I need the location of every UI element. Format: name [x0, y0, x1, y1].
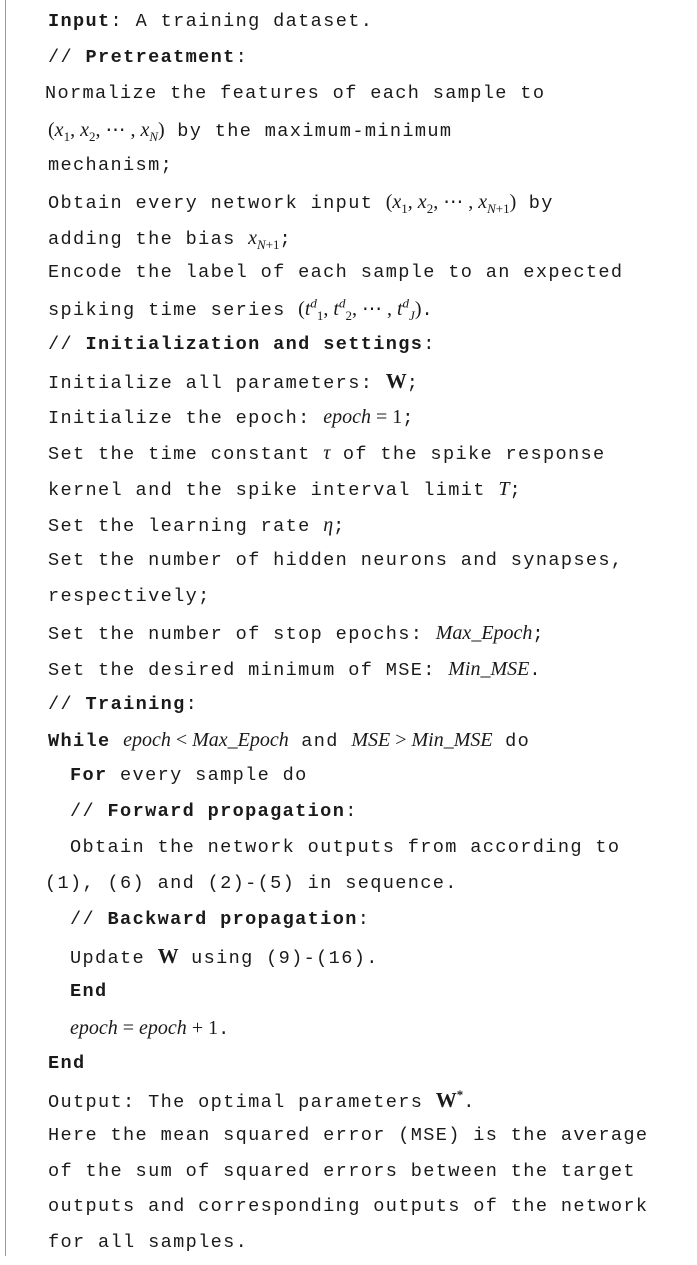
- respectively-line: [0, 579, 697, 615]
- comment-marker: //: [70, 801, 96, 823]
- end-outer-line: [0, 1046, 697, 1082]
- forward-text-2: (1), (6) and (2)-(5) in sequence.: [45, 873, 458, 895]
- spiking-line: spiking time series ($t^d_1$, $t^d_2$, ⋯ , $t^d_J$).: [48, 295, 434, 324]
- end-keyword: End: [70, 980, 108, 1002]
- backward-heading: // Backward propagation:: [70, 909, 371, 931]
- note-line: [0, 1189, 697, 1225]
- forward-heading: // Forward propagation:: [70, 801, 358, 823]
- adding-text: adding the bias: [48, 228, 236, 250]
- update-text: Update: [70, 947, 146, 969]
- normalize-text: Normalize the features of each sample to: [45, 82, 546, 104]
- output-line: Output: The optimal parameters W*.: [48, 1086, 476, 1113]
- do-keyword: do: [505, 731, 531, 753]
- kernel-text: kernel and the spike interval limit: [48, 479, 486, 501]
- set-min-text: Set the desired minimum of MSE:: [48, 659, 436, 681]
- spiking-text: spiking time series: [48, 300, 286, 322]
- heading-text: Backward propagation: [107, 909, 358, 931]
- comment-marker: //: [48, 693, 74, 715]
- comment-marker: //: [70, 909, 96, 931]
- while-line: While epoch < Max_Epoch and MSE > Min_MSE do: [48, 729, 531, 753]
- set-time-text-2: of the spike response: [342, 444, 606, 466]
- algorithm-body: [0, 4, 697, 1261]
- end-keyword: End: [48, 1052, 86, 1074]
- note-line: [0, 1118, 697, 1154]
- update-line: Update W using (9)-(16).: [70, 943, 379, 969]
- set-lr-text: Set the learning rate: [48, 515, 311, 537]
- encode-text: Encode the label of each sample to an expected: [48, 262, 624, 284]
- note-line: [0, 1225, 697, 1261]
- initialization-heading: // Initialization and settings:: [48, 334, 436, 356]
- note-text: for all samples.: [48, 1232, 249, 1254]
- init-epoch-line: Initialize the epoch: epoch = 1;: [48, 406, 415, 430]
- comment-marker: //: [48, 334, 74, 356]
- pretreatment-heading: // Pretreatment:: [48, 46, 249, 68]
- update-text-2: using (9)-(16).: [191, 947, 379, 969]
- kernel-line: kernel and the spike interval limit T;: [48, 477, 522, 501]
- for-text: every sample do: [120, 765, 308, 787]
- forward-line: [0, 830, 697, 866]
- init-epoch-text: Initialize the epoch:: [48, 408, 311, 430]
- heading-text: Training: [85, 693, 186, 715]
- normalize-line-2: ($x_1$, $x_2$, ⋯ , $x_N$) by the maximum-minimum: [48, 118, 453, 144]
- note-line: [0, 1154, 697, 1190]
- epoch-increment-line: epoch = epoch + 1.: [70, 1016, 231, 1040]
- init-params-text: Initialize all parameters:: [48, 373, 374, 395]
- normalize-text-2: by the maximum-minimum: [177, 120, 453, 142]
- heading-text: Forward propagation: [107, 801, 346, 823]
- set-hidden-text: Set the number of hidden neurons and synapses,: [48, 549, 624, 571]
- respectively-text: respectively;: [48, 585, 211, 607]
- heading-text: Initialization and settings: [85, 334, 424, 356]
- comment-marker: //: [48, 46, 74, 68]
- mechanism-line: [0, 148, 697, 184]
- set-stop-line: Set the number of stop epochs: Max_Epoch;: [48, 621, 545, 645]
- heading-text: Pretreatment: [85, 46, 236, 68]
- while-keyword: While: [48, 731, 111, 753]
- obtain-text: Obtain every network input: [48, 192, 374, 214]
- for-line: [0, 758, 697, 794]
- input-line: [0, 4, 697, 40]
- for-keyword: For: [70, 765, 108, 787]
- set-time-text: Set the time constant: [48, 444, 311, 466]
- set-lr-line: Set the learning rate η;: [48, 513, 346, 537]
- set-stop-text: Set the number of stop epochs:: [48, 623, 424, 645]
- and-keyword: and: [301, 731, 339, 753]
- note-text: of the sum of squared errors between the target: [48, 1160, 636, 1182]
- input-text: : A training dataset.: [110, 11, 374, 32]
- obtain-text-2: by: [528, 192, 554, 214]
- input-label: Input: [48, 11, 111, 32]
- encode-line: [0, 255, 697, 291]
- normalize-line: [0, 76, 697, 112]
- training-heading: // Training:: [48, 693, 199, 715]
- init-params-line: Initialize all parameters: W;: [48, 369, 420, 395]
- obtain-line: Obtain every network input ($x_1$, $x_2$, ⋯ , $x_{N+1}$) by: [48, 190, 554, 216]
- end-inner-line: [0, 974, 697, 1010]
- adding-line: adding the bias $x_{N+1}$;: [48, 226, 293, 252]
- mechanism-text: mechanism;: [48, 154, 174, 176]
- forward-text: Obtain the network outputs from according to: [70, 837, 621, 859]
- set-time-line: Set the time constant τ of the spike response: [48, 442, 606, 466]
- forward-line-2: [0, 866, 697, 902]
- output-text: Output: The optimal parameters: [48, 1091, 424, 1113]
- note-text: Here the mean squared error (MSE) is the average: [48, 1124, 649, 1146]
- set-hidden-line: [0, 543, 697, 579]
- note-text: outputs and corresponding outputs of the network: [48, 1196, 649, 1218]
- set-min-line: Set the desired minimum of MSE: Min_MSE.: [48, 657, 542, 681]
